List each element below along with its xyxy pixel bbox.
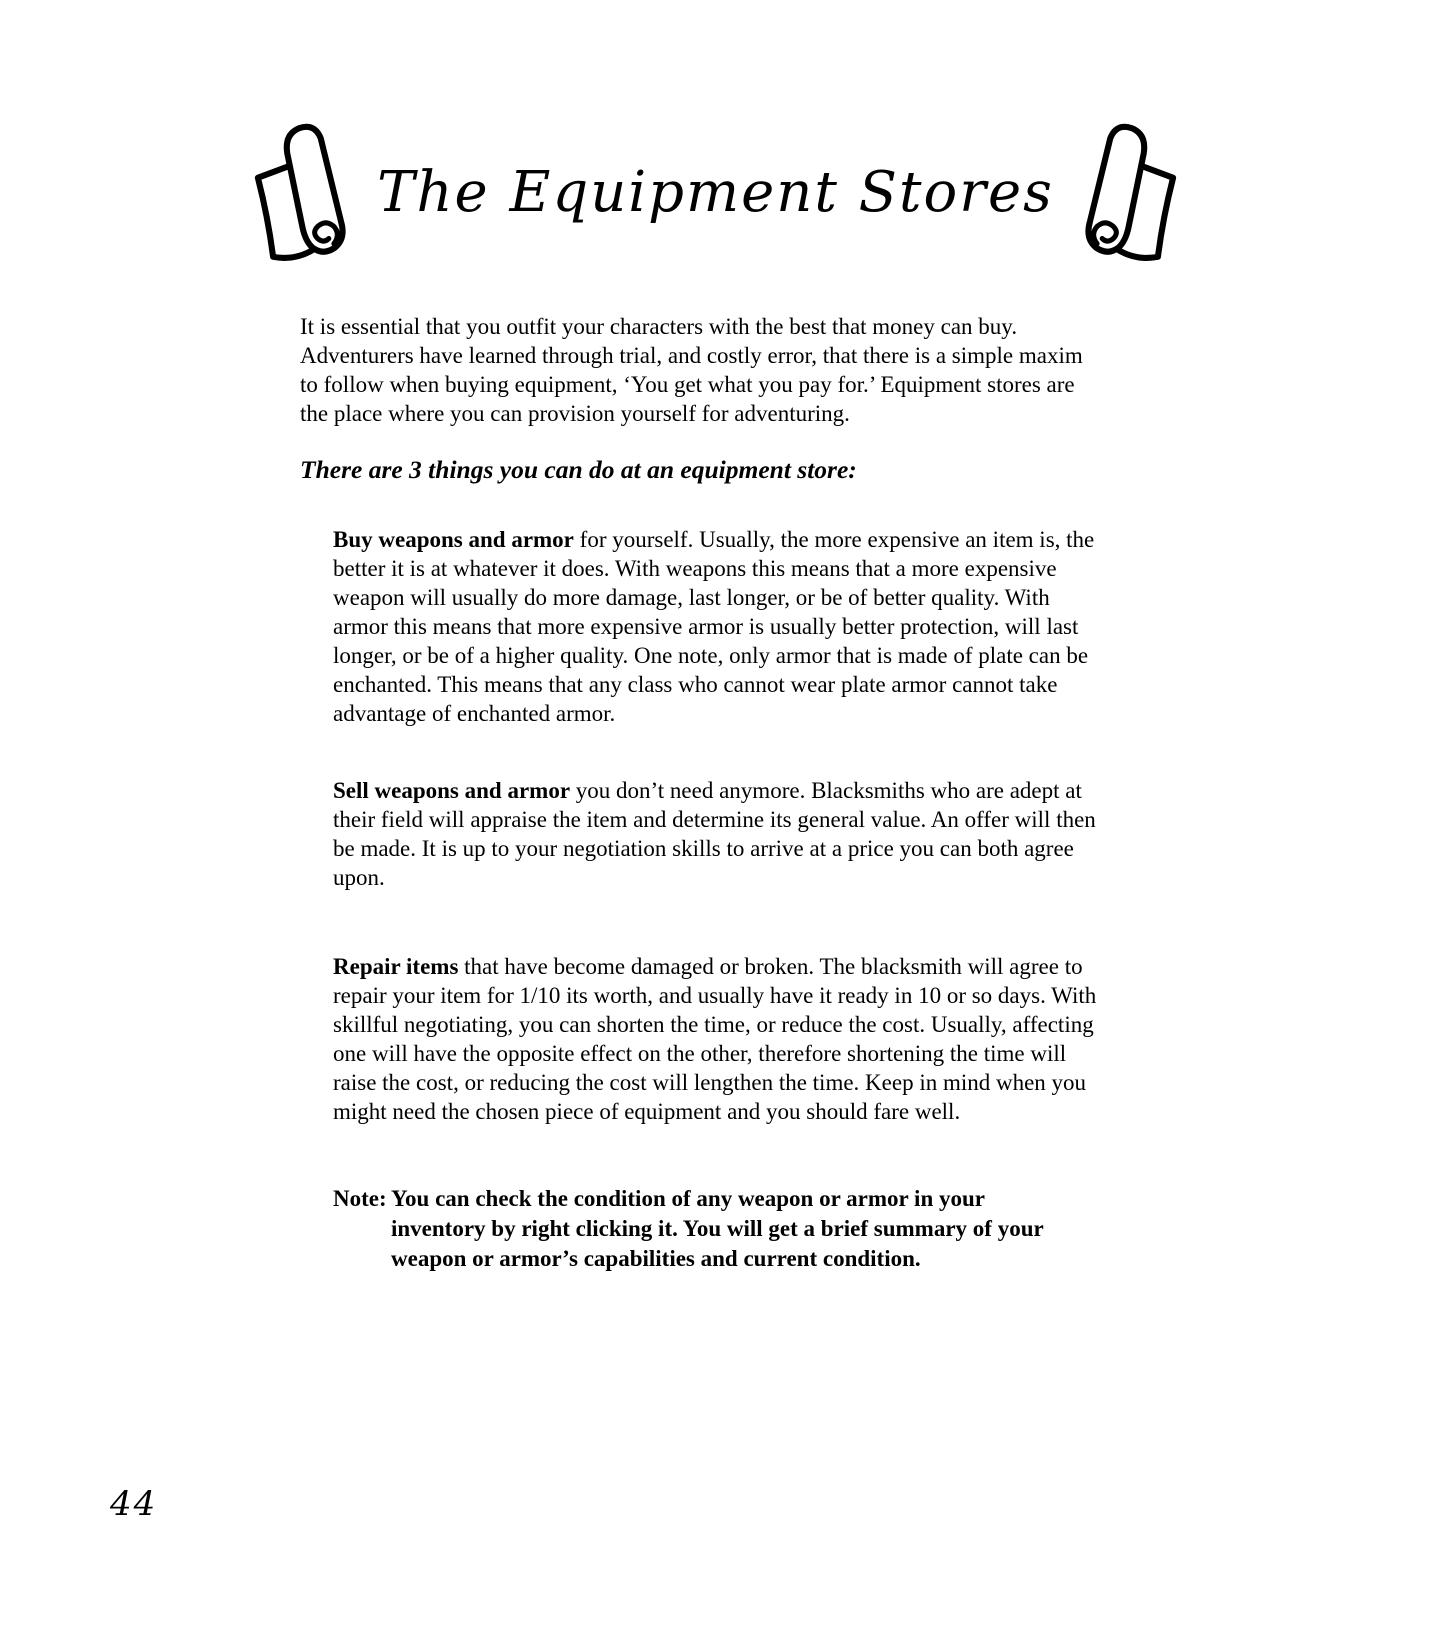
note-block <box>333 1184 1073 1274</box>
scroll-icon-right <box>1068 120 1186 272</box>
paragraph-repair-body: that have become damaged or broken. The blacksmith will agree to repair your item for 1/10 its worth, and usually have it ready in 10 or so days. With skillful negotiating, you can shorten the time, or reduce the cost. Usually, affecting one will have the opposite effect on the other, therefore shortening the time will raise the cost, or reducing the cost will lengthen the time. Keep in mind when you might need the chosen piece of equipment and you should fare well. <box>333 954 1097 1124</box>
scroll-icon-left <box>245 120 363 272</box>
paragraph-buy <box>333 525 1105 728</box>
paragraph-sell <box>333 776 1105 892</box>
paragraph-repair <box>333 952 1105 1126</box>
paragraph-buy-lead: Buy weapons and armor <box>333 527 574 552</box>
note-label: Note: <box>333 1186 387 1211</box>
paragraph-buy-body: for yourself. Usually, the more expensive an item is, the better it is at whatever it does. With weapons this means that a more expensive weapon will usually do more damage, last longer, or be of better quality. With armor this means that more expensive armor is usually better protection, will last longer, or be of a higher quality. One note, only armor that is made of plate can be enchanted. This means that any class who cannot wear plate armor cannot take advantage of enchanted armor. <box>333 527 1095 726</box>
paragraph-sell-lead: Sell weapons and armor <box>333 778 571 803</box>
page-number: 44 <box>110 1484 158 1524</box>
section-heading: There are 3 things you can do at an equipment store: <box>300 455 857 484</box>
intro-paragraph: It is essential that you outfit your characters with the best that money can buy. Adventurers have learned through trial, and costly error, that there is a simple maxim to follow when buying equipment, ‘You get what you pay for.’ Equipment stores are the place where you can provision yourself for adventuring. <box>300 314 1083 426</box>
note-text: You can check the condition of any weapon or armor in your inventory by right clicking it. You will get a brief summary of your weapon or armor’s capabilities and current condition. <box>391 1186 1044 1271</box>
paragraph-repair-lead: Repair items <box>333 954 459 979</box>
chapter-header <box>0 116 1431 276</box>
page-content <box>300 312 1098 1274</box>
paragraph-sell-body: you don’t need anymore. Blacksmiths who are adept at their field will appraise the item and determine its general value. An offer will then be made. It is up to your negotiation skills to arrive at a price you can both agree upon. <box>333 778 1096 890</box>
page-title: The Equipment Stores <box>377 159 1054 225</box>
